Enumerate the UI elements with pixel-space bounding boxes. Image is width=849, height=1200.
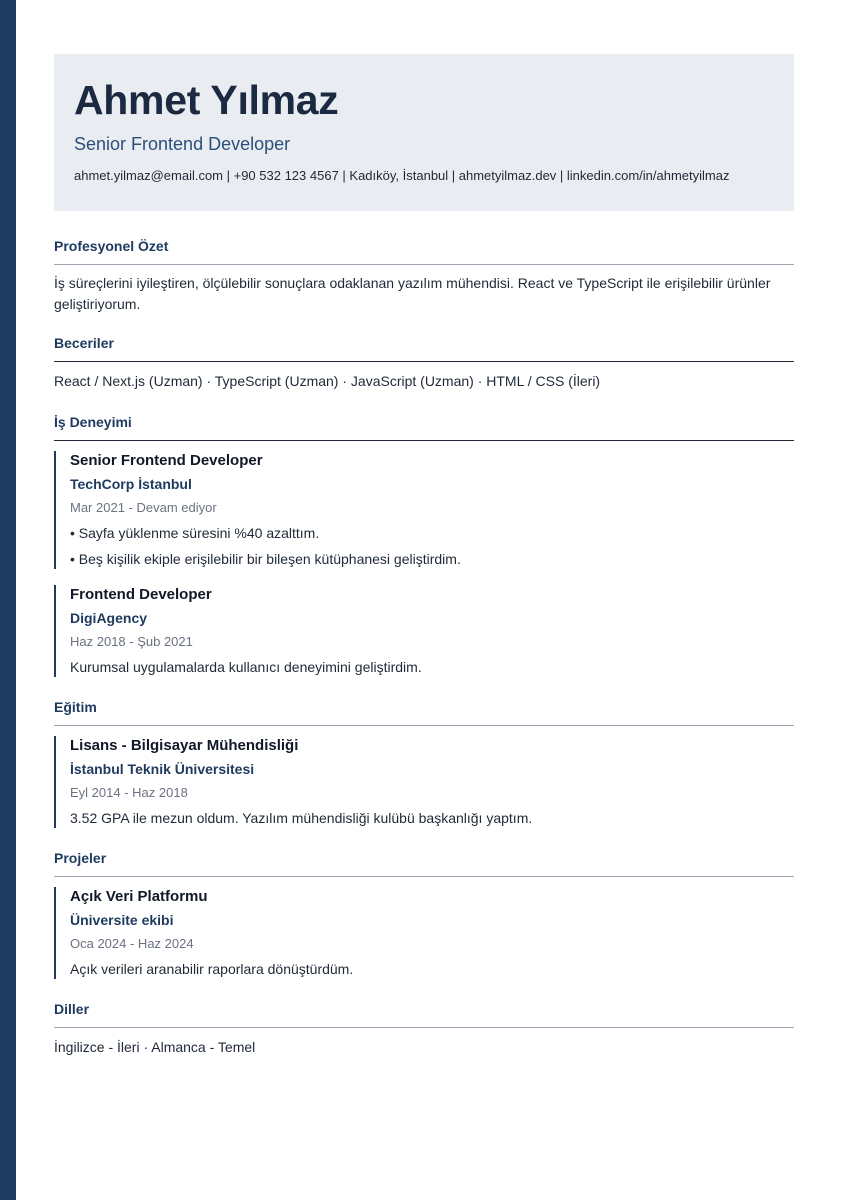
job-title: Senior Frontend Developer: [70, 452, 263, 469]
languages-section: [54, 1001, 794, 1058]
company-name: TechCorp İstanbul: [70, 476, 192, 492]
project-description: Açık verileri aranabilir raporlara dönüştürdüm.: [70, 961, 354, 977]
experience-entry: [54, 585, 794, 677]
education-section: [54, 699, 794, 828]
resume-page: [54, 54, 794, 1058]
company-name: DigiAgency: [70, 610, 148, 626]
projects-heading: Projeler: [54, 850, 794, 877]
job-title: Frontend Developer: [70, 586, 212, 603]
languages-text: İngilizce - İleri · Almanca - Temel: [54, 1039, 256, 1055]
job-dates: Mar 2021 - Devam ediyor: [70, 500, 217, 515]
job-description: Kurumsal uygulamalarda kullanıcı deneyimini geliştirdim.: [70, 659, 422, 675]
projects-section: [54, 850, 794, 979]
education-description: 3.52 GPA ile mezun oldum. Yazılım mühendisliği kulübü başkanlığı yaptım.: [70, 810, 533, 826]
candidate-name: Ahmet Yılmaz: [74, 77, 339, 123]
skills-section: [54, 335, 794, 392]
experience-heading: İş Deneyimi: [54, 414, 794, 441]
job-bullet: • Sayfa yüklenme süresini %40 azalttım.: [70, 525, 320, 541]
project-entry: [54, 887, 794, 979]
summary-heading: Profesyonel Özet: [54, 238, 794, 265]
skills-text: React / Next.js (Uzman) · TypeScript (Uzman) · JavaScript (Uzman) · HTML / CSS (İleri): [54, 373, 601, 389]
experience-section: [54, 414, 794, 677]
experience-entry: [54, 451, 794, 569]
candidate-role: Senior Frontend Developer: [74, 134, 291, 154]
job-dates: Haz 2018 - Şub 2021: [70, 634, 193, 649]
job-bullet: • Beş kişilik ekiple erişilebilir bir bileşen kütüphanesi geliştirdim.: [70, 551, 461, 567]
education-entry: [54, 736, 794, 828]
resume-header: [54, 54, 794, 211]
summary-text: İş süreçlerini iyileştiren, ölçülebilir sonuçlara odaklanan yazılım mühendisi. React ve TypeScript ile erişilebilir ürünler geliştiriyorum.: [54, 275, 771, 312]
degree-title: Lisans - Bilgisayar Mühendisliği: [70, 737, 299, 754]
school-name: İstanbul Teknik Üniversitesi: [70, 761, 255, 777]
project-team: Üniversite ekibi: [70, 912, 174, 928]
side-accent-bar: [0, 0, 16, 1200]
project-dates: Oca 2024 - Haz 2024: [70, 936, 194, 951]
education-heading: Eğitim: [54, 699, 794, 726]
skills-heading: Beceriler: [54, 335, 794, 362]
project-title: Açık Veri Platformu: [70, 888, 208, 905]
languages-heading: Diller: [54, 1001, 794, 1028]
education-dates: Eyl 2014 - Haz 2018: [70, 785, 188, 800]
contact-line: ahmet.yilmaz@email.com | +90 532 123 4567 | Kadıköy, İstanbul | ahmetyilmaz.dev | linkedin.com/in/ahmetyilmaz: [74, 168, 730, 183]
summary-section: [54, 238, 794, 315]
